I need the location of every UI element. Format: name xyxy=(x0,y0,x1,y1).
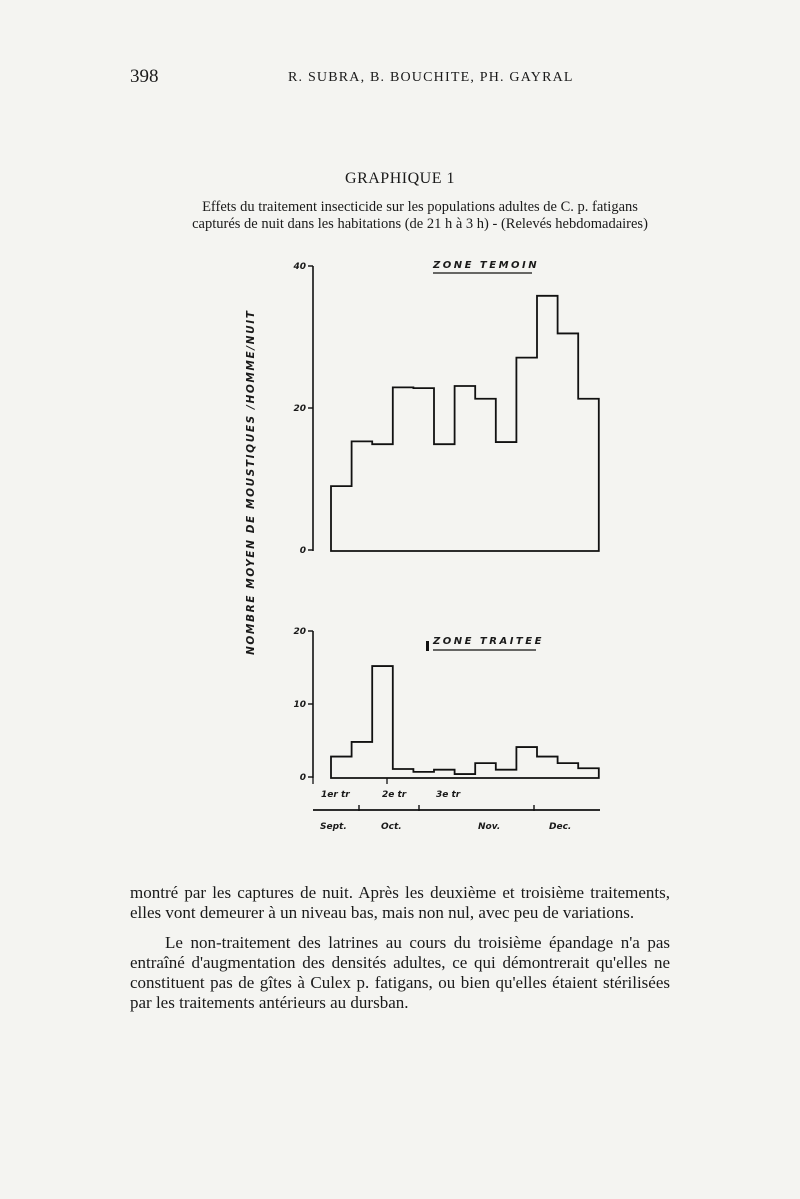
caption-line-2: capturés de nuit dans les habitations (de 21 h à 3 h) - (Relevés hebdomadaires) xyxy=(192,216,648,232)
bar-0-7 xyxy=(475,399,496,551)
month-label-2: Nov. xyxy=(478,822,501,832)
bar-0-6 xyxy=(455,386,476,551)
y-tick-label-0-20: 20 xyxy=(293,404,306,414)
bar-0-0 xyxy=(331,486,352,551)
month-label-1: Oct. xyxy=(381,822,402,832)
body-text xyxy=(130,883,670,1023)
zone-label-0: ZONE TEMOIN xyxy=(433,260,540,271)
bar-0-2 xyxy=(372,444,393,551)
y-axis-label: NOMBRE MOYEN DE MOUSTIQUES /HOMME/NUIT xyxy=(245,309,257,655)
zone-marker xyxy=(426,641,429,651)
figure-title: GRAPHIQUE 1 xyxy=(345,170,455,187)
treatment-label-1: 1er tr xyxy=(321,790,350,800)
y-tick-label-1-20: 20 xyxy=(293,627,306,637)
bar-0-4 xyxy=(413,388,434,551)
bar-0-3 xyxy=(393,387,414,551)
y-tick-label-1-10: 10 xyxy=(293,700,306,710)
page-number: 398 xyxy=(130,66,159,87)
bar-1-12 xyxy=(578,768,599,778)
bar-1-9 xyxy=(516,747,537,778)
bar-1-7 xyxy=(475,763,496,778)
bar-1-8 xyxy=(496,770,517,778)
bar-0-11 xyxy=(558,333,579,551)
bar-1-0 xyxy=(331,757,352,778)
bar-1-2 xyxy=(372,666,393,778)
treatment-label-3: 3e tr xyxy=(436,790,461,800)
caption-line-1: Effets du traitement insecticide sur les populations adultes de C. p. fatigans xyxy=(202,199,638,215)
bar-1-4 xyxy=(413,772,434,778)
bar-0-5 xyxy=(434,444,455,551)
y-tick-label-1-0: 0 xyxy=(299,773,306,783)
month-label-0: Sept. xyxy=(320,822,347,832)
bar-0-9 xyxy=(516,358,537,551)
paragraph-2: Le non-traitement des latrines au cours du troisième épandage n'a pas entraîné d'augmentation des densités adultes, ce qui démontrerait qu'elles ne constituent pas de gîtes à Culex p. fatigans, ou bien qu'elles étaient stérilisées par les traitements antérieurs au dursban. xyxy=(130,933,670,1012)
bar-0-12 xyxy=(578,399,599,551)
month-label-3: Dec. xyxy=(549,822,572,832)
bar-0-8 xyxy=(496,442,517,551)
paragraph-1: montré par les captures de nuit. Après les deuxième et troisième traitements, elles vont demeurer à un niveau bas, mais non nul, avec peu de variations. xyxy=(130,883,670,922)
bar-1-5 xyxy=(434,770,455,778)
bar-0-10 xyxy=(537,296,558,551)
y-tick-label-0-0: 0 xyxy=(299,546,306,556)
running-header-authors: R. SUBRA, B. BOUCHITE, PH. GAYRAL xyxy=(288,70,574,85)
bar-1-10 xyxy=(537,757,558,778)
bar-1-11 xyxy=(558,763,579,778)
treatment-label-2: 2e tr xyxy=(382,790,407,800)
zone-label-1: ZONE TRAITEE xyxy=(433,636,544,647)
bar-0-1 xyxy=(352,441,373,551)
bar-1-1 xyxy=(352,742,373,778)
y-tick-label-0-40: 40 xyxy=(293,262,306,272)
bar-1-3 xyxy=(393,769,414,778)
